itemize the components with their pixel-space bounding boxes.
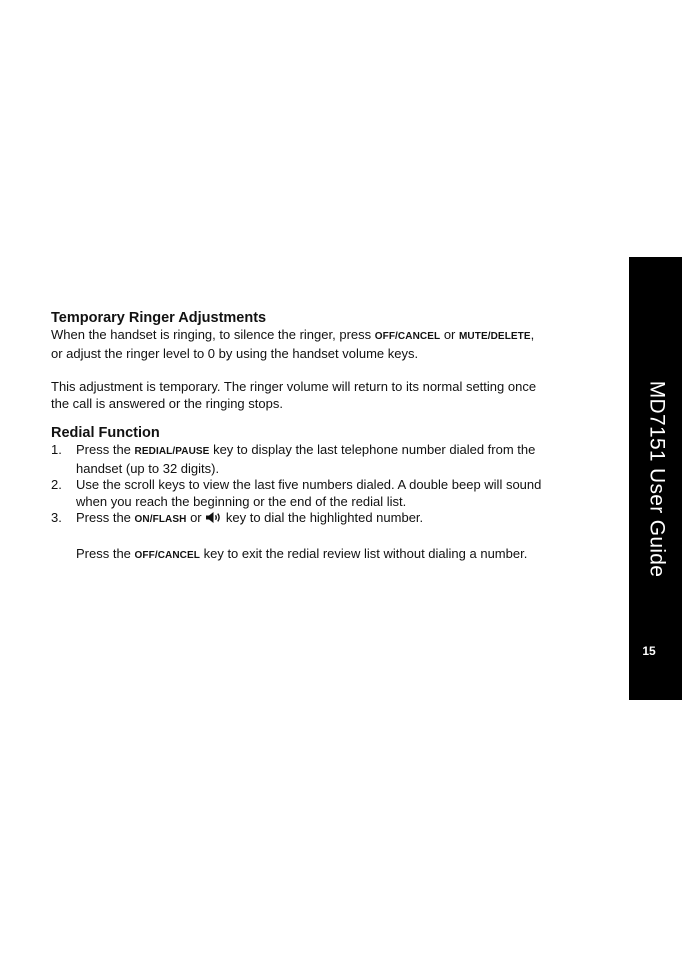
section-heading-ringer: Temporary Ringer Adjustments [51,310,267,326]
list-number: 3. [51,510,62,525]
ringer-paragraph-1 [51,327,596,362]
text: or [186,510,206,525]
key-label-mute-delete: MUTE/DELETE [459,331,531,342]
text: This adjustment is temporary. The ringer volume will return to its normal setting once [51,379,537,394]
side-tab [629,257,682,700]
text: key to dial the highlighted number. [222,510,424,525]
text: Use the scroll keys to view the last five numbers dialed. A double beep will sound [76,477,542,492]
section-heading-redial: Redial Function [51,425,160,441]
text: when you reach the beginning or the end of the redial list. [76,493,407,509]
list-number: 2. [51,477,62,492]
page-number: 15 [642,644,656,658]
list-item [51,510,596,529]
speakerphone-icon [205,511,222,529]
text: key to exit the redial review list without dialing a number. [199,545,528,561]
text: Press the [76,510,135,525]
key-label-redial-pause: REDIAL/PAUSE [134,446,210,457]
guide-title: MD7151 User Guide [644,380,668,578]
key-label-off-cancel: OFF/CANCEL [134,549,200,561]
text: or adjust the ringer level to 0 by using the handset volume keys. [51,345,419,361]
redial-note [51,546,596,565]
ringer-paragraph-2 [51,379,596,412]
list-item [51,477,596,510]
text: Press the [76,442,135,457]
text: or [440,327,459,342]
text: , [530,327,535,342]
key-label-on-flash: ON/FLASH [134,514,187,525]
text: Press the [76,545,135,561]
list-number: 1. [51,442,62,457]
list-item [51,442,596,477]
text: handset (up to 32 digits). [76,460,220,476]
text: the call is answered or the ringing stops. [51,395,283,411]
redial-steps-list [51,442,596,529]
key-label-off-cancel: OFF/CANCEL [374,331,441,342]
text: key to display the last telephone number dialed from the [209,442,536,457]
page-content [51,309,596,564]
text: When the handset is ringing, to silence the ringer, press [51,327,375,342]
